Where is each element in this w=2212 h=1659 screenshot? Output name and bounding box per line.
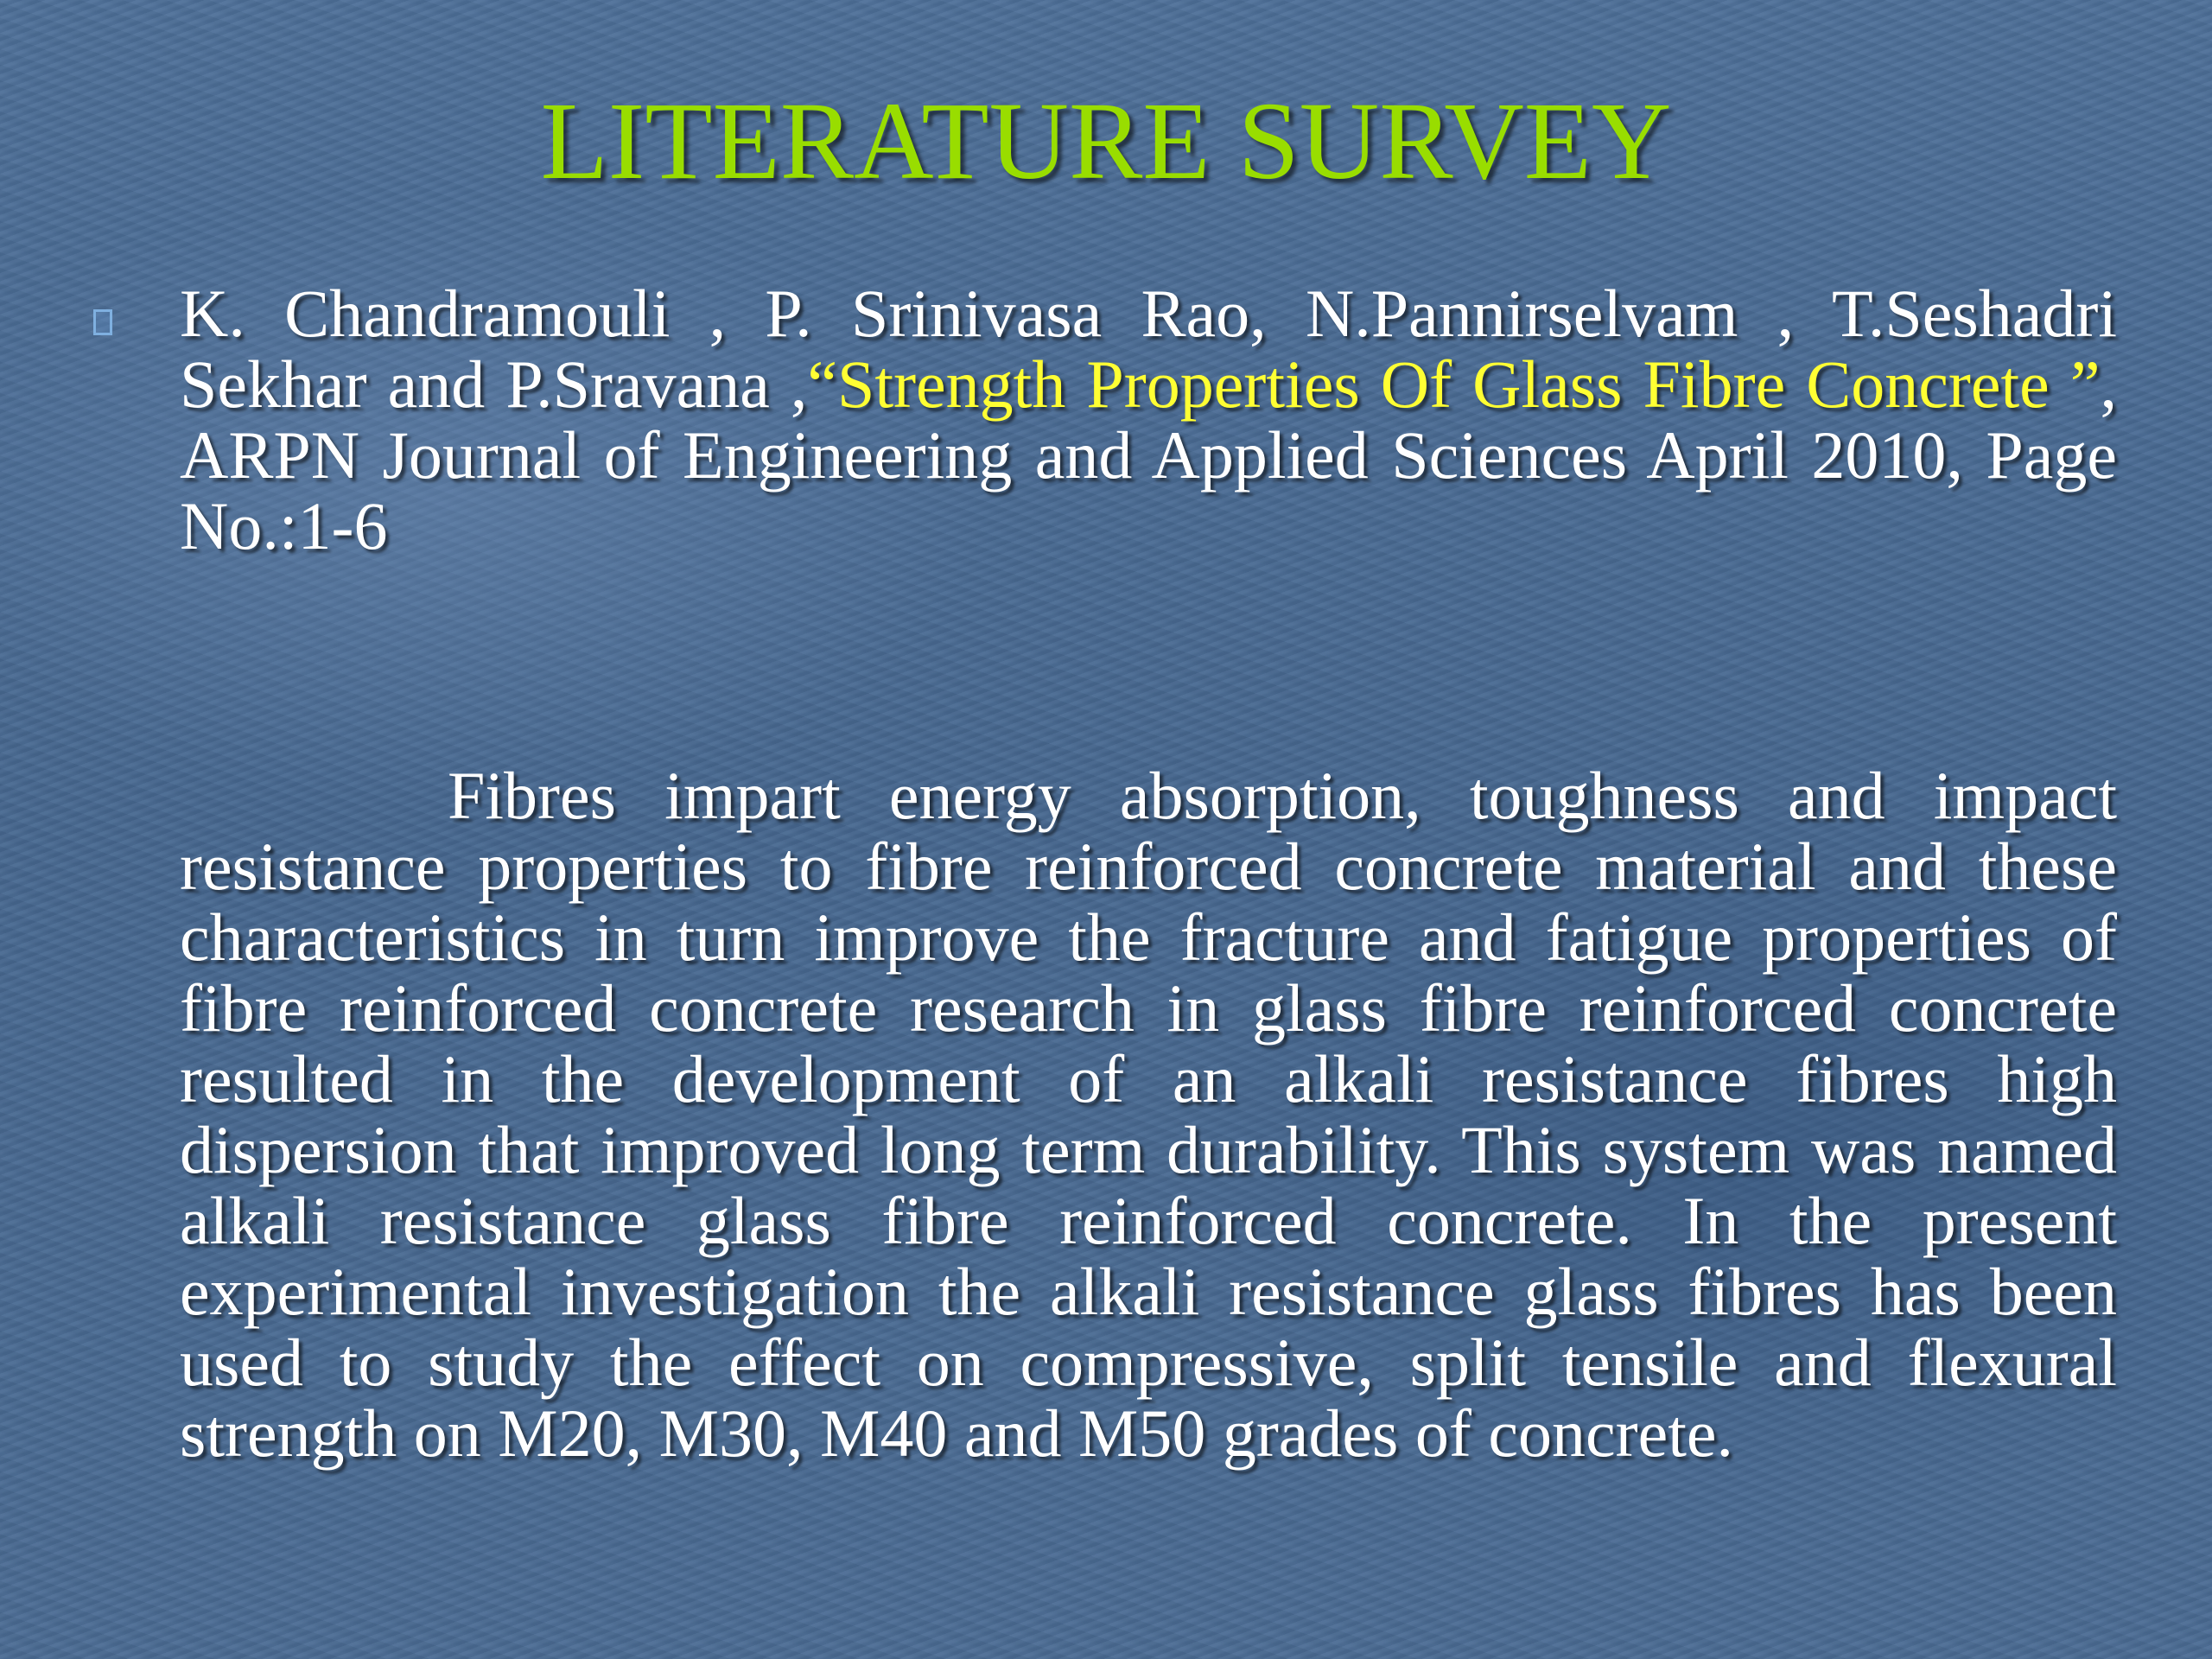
citation-paragraph	[180, 278, 2117, 562]
square-bullet-icon	[93, 309, 112, 335]
citation-authors: K. Chandramouli , P. Srinivasa Rao, N.Pannirselvam , T.Seshadri Sekhar and P.Sravana ,	[180, 276, 2117, 422]
citation-paper-title: “Strength Properties Of Glass Fibre Concrete ”	[807, 346, 2101, 422]
abstract-paragraph: Fibres impart energy absorption, toughness and impact resistance properties to fibre reinforced concrete material and these characteristics in turn improve the fracture and fatigue properties of fibre reinforced concrete research in glass fibre reinforced concrete resulted in the development of an alkali resistance fibres high dispersion that improved long term durability. This system was named alkali resistance glass fibre reinforced concrete. In the present experimental investigation the alkali resistance glass fibres has been used to study the effect on compressive, split tensile and flexural strength on M20, M30, M40 and M50 grades of concrete.	[180, 758, 2117, 1471]
slide-title: LITERATURE SURVEY	[540, 79, 1672, 202]
citation-journal: , ARPN Journal of Engineering and Applied Sciences April 2010, Page No.:1-6	[180, 346, 2117, 563]
